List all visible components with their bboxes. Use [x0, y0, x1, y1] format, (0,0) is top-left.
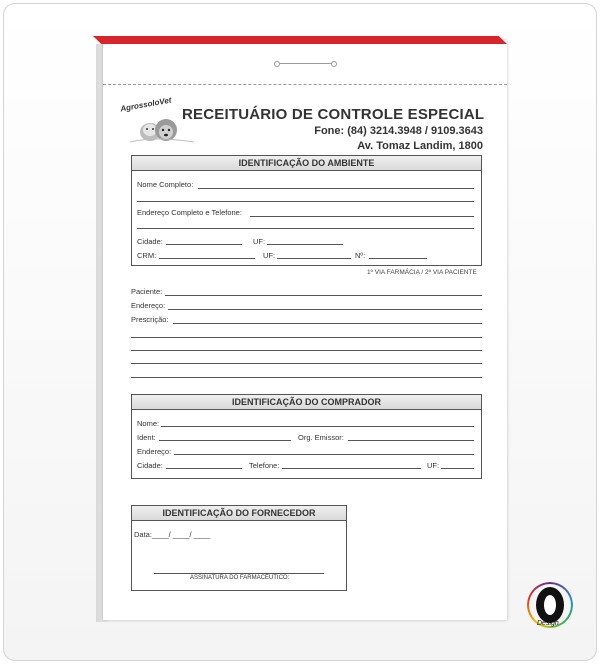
fornecedor-header: IDENTIFICAÇÃO DO FORNECEDOR	[132, 506, 346, 521]
cidade-label: Cidade:	[137, 237, 163, 246]
nome-completo-field-2[interactable]	[137, 201, 474, 202]
telefone-label: Telefone:	[249, 461, 280, 470]
nome-completo-label: Nome Completo:	[137, 180, 194, 189]
telefone-field[interactable]	[282, 468, 421, 469]
comprador-endereco-field[interactable]	[174, 454, 474, 455]
numero-label: Nº:	[355, 251, 366, 260]
comprador-nome-label: Nome:	[137, 419, 160, 428]
comprador-cidade-label: Cidade:	[137, 461, 163, 470]
crm-label: CRM:	[137, 251, 157, 260]
prescricao-line-5[interactable]	[131, 377, 482, 378]
prescricao-line-3[interactable]	[131, 350, 482, 351]
endereco-telefone-field-2[interactable]	[137, 228, 474, 229]
comprador-header: IDENTIFICAÇÃO DO COMPRADOR	[132, 395, 481, 410]
ident-field[interactable]	[159, 440, 291, 441]
prescricao-field[interactable]	[173, 323, 482, 324]
crm-field[interactable]	[159, 258, 255, 259]
comprador-uf-label: UF:	[427, 461, 440, 470]
endereco-label: Endereço:	[131, 301, 166, 310]
phone-number: Fone: (84) 3214.3948 / 9109.3643	[314, 125, 483, 137]
uf-label: UF:	[253, 237, 266, 246]
comprador-cidade-field[interactable]	[166, 468, 242, 469]
comprador-uf-field[interactable]	[441, 468, 474, 469]
prescricao-line-2[interactable]	[131, 337, 482, 338]
data-field[interactable]: Data:____/ ____/ ____	[134, 530, 211, 539]
staple-icon	[278, 63, 333, 64]
prescricao-line-4[interactable]	[131, 363, 482, 364]
orgao-emissor-field[interactable]	[348, 440, 474, 441]
logo-text: AgrossoloVet	[119, 95, 173, 114]
assinatura-label: ASSINATURA DO FARMACÊUTICO:	[190, 575, 290, 581]
endereco-telefone-label: Endereço Completo e Telefone:	[137, 208, 242, 217]
via-note: 1º VIA FARMÁCIA / 2ª VIA PACIENTE	[367, 269, 477, 276]
nome-completo-field[interactable]	[198, 188, 474, 189]
uf-crm-label: UF:	[263, 251, 276, 260]
cidade-field[interactable]	[166, 244, 242, 245]
endereco-telefone-field[interactable]	[250, 216, 474, 217]
assinatura-line[interactable]	[154, 573, 324, 574]
orgao-emissor-label: Org. Emissor:	[298, 433, 344, 442]
ident-label: Ident:	[137, 433, 156, 442]
uf-field[interactable]	[267, 244, 343, 245]
ambiente-header: IDENTIFICAÇÃO DO AMBIENTE	[132, 156, 481, 171]
zero-logo-icon	[536, 587, 564, 623]
endereco-field[interactable]	[168, 309, 482, 310]
perforation-line	[103, 84, 507, 85]
seal-signature: Design	[537, 620, 559, 627]
address: Av. Tomaz Landim, 1800	[357, 140, 483, 152]
comprador-nome-field[interactable]	[161, 426, 474, 427]
document-title: RECEITUÁRIO DE CONTROLE ESPECIAL	[182, 106, 485, 123]
comprador-endereco-label: Endereço:	[137, 447, 172, 456]
uf-crm-field[interactable]	[277, 258, 351, 259]
design-seal-logo	[527, 582, 573, 632]
paciente-label: Paciente:	[131, 287, 163, 296]
prescricao-label: Prescrição:	[131, 315, 169, 324]
paciente-field[interactable]	[165, 295, 482, 296]
red-binding	[93, 36, 507, 44]
numero-field[interactable]	[369, 258, 427, 259]
